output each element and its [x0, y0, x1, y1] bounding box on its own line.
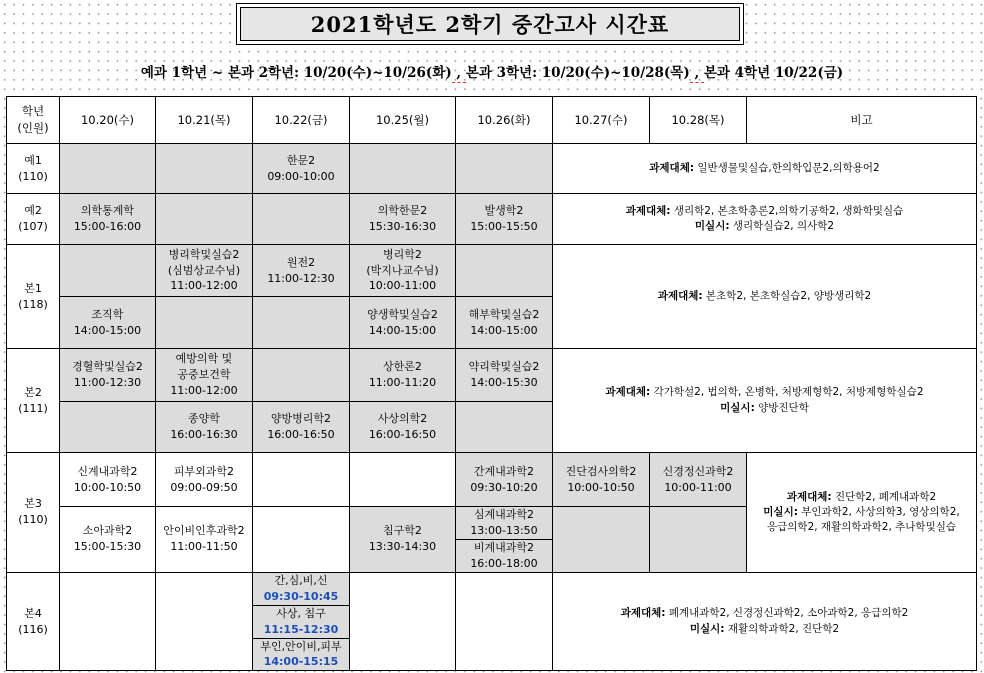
exam-cell: 해부학및실습2 14:00-15:00 — [456, 297, 553, 349]
exam-cell-stack — [456, 507, 553, 573]
empty-cell — [156, 572, 253, 671]
exam-cell: 소아과학2 15:00-15:30 — [60, 507, 156, 573]
empty-cell — [156, 194, 253, 245]
subtitle-sep-2: , — [689, 65, 704, 81]
empty-cell — [156, 144, 253, 194]
exam-cell: 양생학및실습2 14:00-15:00 — [350, 297, 456, 349]
empty-cell — [253, 297, 350, 349]
empty-cell — [253, 349, 350, 402]
grade-label-y1: 예1 (110) — [7, 144, 60, 194]
exam-cell: 경혈학및실습2 11:00-12:30 — [60, 349, 156, 402]
exam-cell: 의학한문2 15:30-16:30 — [350, 194, 456, 245]
exam-cell: 사상의학2 16:00-16:50 — [350, 402, 456, 453]
exam-cell: 종양학 16:00-16:30 — [156, 402, 253, 453]
note-b4: 과제대체: 폐계내과학2, 신경정신과학2, 소아과학2, 응급의학2 미실시: 재활의학과학2, 진단학2 — [553, 572, 977, 671]
exam-cell: 신계내과학2 10:00-10:50 — [60, 453, 156, 507]
empty-cell — [60, 144, 156, 194]
exam-cell: 약리학및실습2 14:00-15:30 — [456, 349, 553, 402]
grade-label-b3: 본3 (110) — [7, 453, 60, 573]
header-date-1026: 10.26(화) — [456, 97, 553, 144]
exam-cell: 진단검사의학2 10:00-10:50 — [553, 453, 650, 507]
header-note: 비고 — [747, 97, 977, 144]
empty-cell — [60, 245, 156, 297]
note-b1: 과제대체: 본초학2, 본초학실습2, 양방생리학2 — [553, 245, 977, 349]
empty-cell — [60, 402, 156, 453]
empty-cell — [350, 572, 456, 671]
header-date-1020: 10.20(수) — [60, 97, 156, 144]
exam-cell: 간,심,비,신 09:30-10:45 — [253, 573, 349, 606]
row-b1-1 — [7, 245, 977, 297]
empty-cell — [456, 402, 553, 453]
exam-cell: 양방병리학2 16:00-16:50 — [253, 402, 350, 453]
note-y2: 과제대체: 생리학2, 본초학총론2,의학기공학2, 생화학및실습 미실시: 생리학실습2, 의사학2 — [553, 194, 977, 245]
row-y2 — [7, 194, 977, 245]
subtitle-sep-1: , — [451, 65, 466, 81]
grade-label-b2: 본2 (111) — [7, 349, 60, 453]
exam-cell: 원전2 11:00-12:30 — [253, 245, 350, 297]
exam-period-subtitle — [0, 61, 984, 81]
grade-label-b4: 본4 (116) — [7, 572, 60, 671]
exam-cell: 의학통계학 15:00-16:00 — [60, 194, 156, 245]
exam-cell: 한문2 09:00-10:00 — [253, 144, 350, 194]
empty-cell — [350, 453, 456, 507]
header-date-1025: 10.25(월) — [350, 97, 456, 144]
header-date-1028: 10.28(목) — [650, 97, 747, 144]
note-b3: 과제대체: 진단학2, 폐계내과학2 미실시: 부인과학2, 사상의학3, 영상의학2, 응급의학2, 재활의학과학2, 추나학및실습 — [747, 453, 977, 573]
exam-cell-stack — [253, 572, 350, 671]
exam-cell: 예방의학 및 공중보건학 11:00-12:00 — [156, 349, 253, 402]
exam-cell: 심계내과학2 13:00-13:50 — [456, 507, 552, 540]
empty-cell — [156, 297, 253, 349]
row-y1 — [7, 144, 977, 194]
page-title: 2021학년도 2학기 중간고사 시간표 — [240, 7, 740, 41]
empty-cell — [253, 453, 350, 507]
header-date-1027: 10.27(수) — [553, 97, 650, 144]
exam-cell: 병리학및실습2 (심범상교수님) 11:00-12:00 — [156, 245, 253, 297]
empty-cell — [456, 245, 553, 297]
exam-cell: 병리학2 (박지나교수님) 10:00-11:00 — [350, 245, 456, 297]
empty-cell — [253, 507, 350, 573]
empty-cell — [553, 507, 650, 573]
header-row — [7, 97, 977, 144]
header-date-1022: 10.22(금) — [253, 97, 350, 144]
exam-cell: 안이비인후과학2 11:00-11:50 — [156, 507, 253, 573]
exam-cell: 침구학2 13:30-14:30 — [350, 507, 456, 573]
exam-cell: 부인,안이비,피부 14:00-15:15 — [260, 639, 342, 669]
exam-cell: 상한론2 11:00-11:20 — [350, 349, 456, 402]
header-date-1021: 10.21(목) — [156, 97, 253, 144]
title-box — [236, 3, 744, 45]
empty-cell — [650, 507, 747, 573]
subtitle-part-1: 예과 1학년 ~ 본과 2학년: 10/20(수)~10/26(화) — [140, 65, 452, 81]
grade-label-y2: 예2 (107) — [7, 194, 60, 245]
empty-cell — [350, 144, 456, 194]
exam-schedule-table — [6, 96, 977, 671]
empty-cell — [253, 194, 350, 245]
empty-cell — [456, 572, 553, 671]
subtitle-part-2: 본과 3학년: 10/20(수)~10/28(목) — [465, 65, 690, 81]
note-y1: 과제대체: 일반생물및실습,한의학입문2,의학용어2 — [553, 144, 977, 194]
exam-cell: 신경정신과학2 10:00-11:00 — [650, 453, 747, 507]
row-b4 — [7, 572, 977, 671]
exam-cell: 조직학 14:00-15:00 — [60, 297, 156, 349]
note-b2: 과제대체: 각가학설2, 법의학, 온병학, 처방제형학2, 처방제형학실습2 미실시: 양방진단학 — [553, 349, 977, 453]
exam-cell: 비계내과학2 16:00-18:00 — [470, 540, 538, 570]
exam-cell: 발생학2 15:00-15:50 — [456, 194, 553, 245]
row-b3-1 — [7, 453, 977, 507]
grade-label-b1: 본1 (118) — [7, 245, 60, 349]
exam-cell: 간계내과학2 09:30-10:20 — [456, 453, 553, 507]
exam-cell: 피부외과학2 09:00-09:50 — [156, 453, 253, 507]
empty-cell — [60, 572, 156, 671]
row-b2-1 — [7, 349, 977, 402]
header-grade: 학년 (인원) — [7, 97, 60, 144]
exam-cell: 사상, 침구 11:15-12:30 — [253, 606, 349, 639]
empty-cell — [456, 144, 553, 194]
subtitle-part-3: 본과 4학년 10/22(금) — [703, 65, 844, 81]
